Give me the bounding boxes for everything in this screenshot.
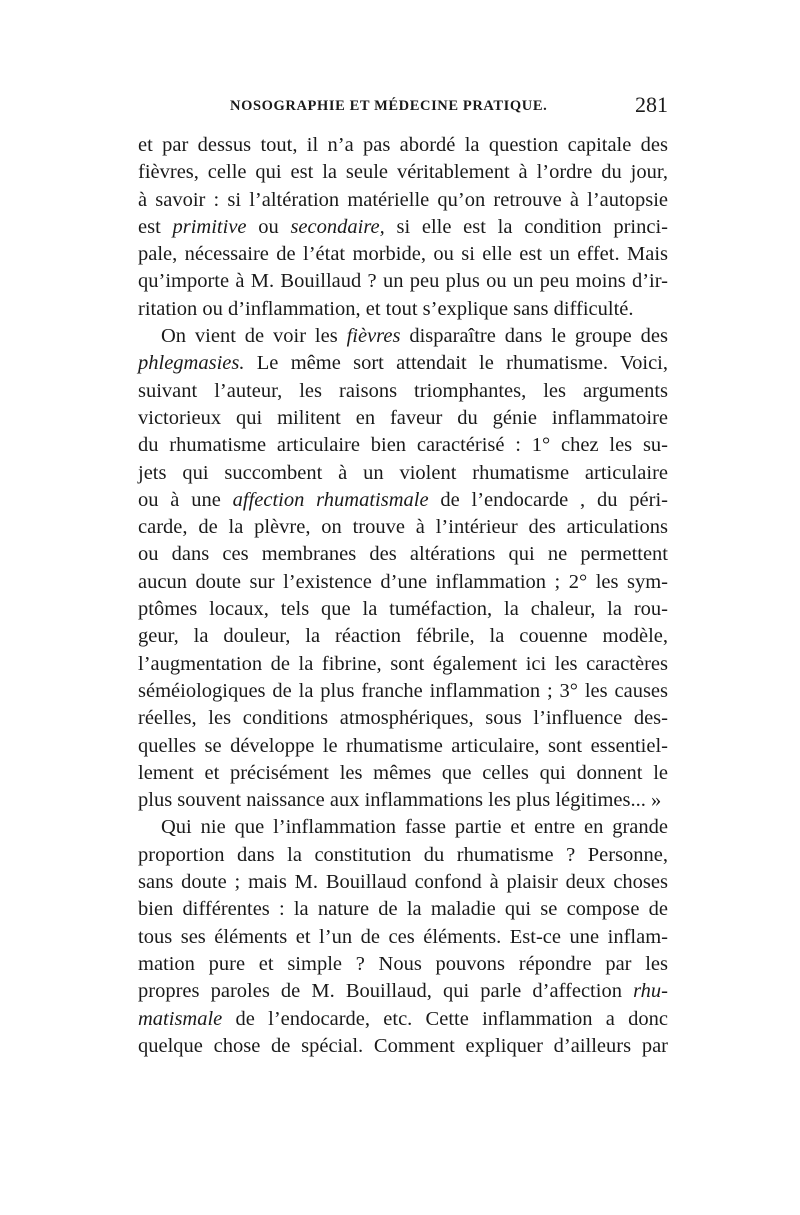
running-head [138,92,668,122]
text-segment: Qui nie que l’inflammation fasse partie et entre en grande [161,816,668,839]
text-segment: aucun doute sur l’existence d’une inflammation ; 2° les sym- [138,570,668,593]
text-line [138,869,668,896]
text-line [138,268,668,295]
text-segment: victorieux qui militent en faveur du génie inflammatoire [138,406,668,429]
text-line [138,432,668,459]
text-segment: lement et précisément les mêmes que celles qui donnent le [138,761,668,784]
text-line [138,1033,668,1060]
text-line [138,596,668,623]
text-line [138,514,668,541]
text-segment: ou dans ces membranes des altérations qui ne permettent [138,543,668,566]
text-line [138,350,668,377]
book-page [138,92,668,1060]
text-line [138,323,668,350]
text-line [138,487,668,514]
text-line [138,678,668,705]
text-line [138,296,668,323]
text-segment: ritation ou d’inflammation, et tout s’explique sans difficulté. [138,297,634,320]
italic-text: phlegmasies. [138,352,245,375]
running-title: NOSOGRAPHIE ET MÉDECINE PRATIQUE. [230,98,548,114]
text-line [138,896,668,923]
text-segment: réelles, les conditions atmosphériques, sous l’influence des- [138,707,668,730]
text-segment: fièvres, celle qui est la seule véritablement à l’ordre du jour, [138,161,668,184]
text-segment: suivant l’auteur, les raisons triomphantes, les arguments [138,379,668,402]
italic-text: primitive [172,215,247,238]
text-segment: est [138,215,173,238]
text-line [138,241,668,268]
italic-text: affection rhumatismale [232,488,429,511]
text-line [138,651,668,678]
text-line [138,1006,668,1033]
text-line [138,623,668,650]
text-segment: et par dessus tout, il n’a pas abordé la question capitale des [138,134,668,156]
text-line [138,705,668,732]
text-line [138,733,668,760]
italic-text: rhu- [633,980,668,1003]
text-line [138,159,668,186]
text-segment: pale, nécessaire de l’état morbide, ou si elle est un effet. Mais [138,243,668,266]
text-line [138,951,668,978]
text-line [138,378,668,405]
text-segment: plus souvent naissance aux inflammations les plus légitimes... » [138,789,662,812]
text-segment: du rhumatisme articulaire bien caractérisé : 1° chez les su- [138,434,668,457]
text-segment: ou [246,215,291,238]
text-line [138,569,668,596]
text-segment: ptômes locaux, tels que la tuméfaction, la chaleur, la rou- [138,598,668,621]
text-line [138,405,668,432]
text-segment: quelles se développe le rhumatisme articulaire, sont essentiel- [138,734,668,757]
text-line [138,787,668,814]
text-segment: de l’endocarde, etc. Cette inflammation a donc [222,1007,668,1030]
text-segment: disparaître dans le groupe des [400,325,668,348]
text-line [138,541,668,568]
italic-text: matismale [138,1007,223,1030]
text-line [138,132,668,159]
text-segment: qu’importe à M. Bouillaud ? un peu plus ou un peu moins d’ir- [138,270,668,293]
text-segment: propres paroles de M. Bouillaud, qui parle d’affection [138,980,634,1003]
text-segment: quelque chose de spécial. Comment expliquer d’ailleurs par [138,1034,668,1057]
text-segment: ou à une [138,488,233,511]
text-line [138,924,668,951]
text-line [138,760,668,787]
text-line [138,214,668,241]
italic-text: secondaire, [290,215,385,238]
text-segment: si elle est la condition princi- [384,215,668,238]
text-segment: Le même sort attendait le rhumatisme. Voici, [244,352,668,375]
text-line [138,842,668,869]
text-segment: tous ses éléments et l’un de ces éléments. Est-ce une inflam- [138,925,668,948]
text-line [138,460,668,487]
text-segment: de l’endocarde , du péri- [428,488,668,511]
text-segment: mation pure et simple ? Nous pouvons répondre par les [138,952,668,975]
text-line [138,187,668,214]
text-segment: sans doute ; mais M. Bouillaud confond à plaisir deux choses [138,871,668,894]
body-text [138,132,668,1060]
text-segment: bien différentes : la nature de la maladie qui se compose de [138,898,668,921]
text-segment: à savoir : si l’altération matérielle qu’on retrouve à l’autopsie [138,188,668,211]
text-line [138,978,668,1005]
italic-text: fièvres [346,325,401,348]
text-segment: jets qui succombent à un violent rhumatisme articulaire [138,461,668,484]
text-segment: l’augmentation de la fibrine, sont également ici les caractères [138,652,668,675]
text-segment: On vient de voir les [161,325,347,348]
page-number: 281 [635,92,668,117]
text-segment: carde, de la plèvre, on trouve à l’intérieur des articulations [138,516,668,539]
text-line [138,814,668,841]
text-segment: séméiologiques de la plus franche inflammation ; 3° les causes [138,679,668,702]
text-segment: proportion dans la constitution du rhumatisme ? Personne, [138,843,668,866]
text-segment: geur, la douleur, la réaction fébrile, la couenne modèle, [138,625,668,648]
